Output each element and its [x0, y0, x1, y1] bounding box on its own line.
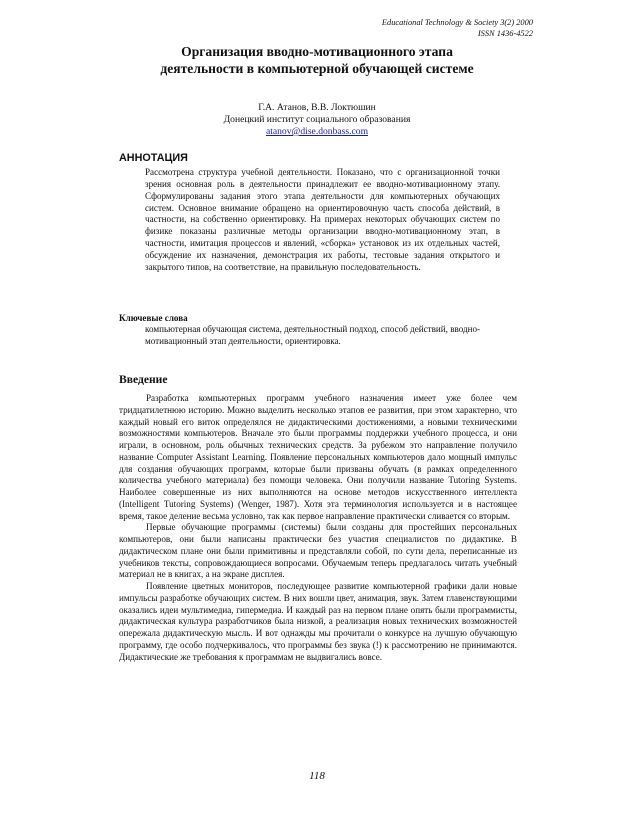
intro-paragraph-1: Разработка компьютерных программ учебного назначения имеет уже более чем тридцатилетнюю историю. Можно выделить несколько этапов ее развития, при этом характерно, что каждый новый его виток определялся не дидактическими достижениями, а новыми техническими возможностями компьютеров. Вначале это были программы поддержки учебного процесса, и они играли, в основном, роль обычных технических средств. За рубежом это направление получило название Computer Assistant Learning. Появление персональных компьютеров дало мощный импульс для создания обучающих программ, которые были призваны обучать (в рамках определенного количества учебного материала) без помощи человека. Они получили название Tutoring Systems. Наиболее совершенные из них выполняются на основе методов искусственного интеллекта (Intelligent Tutoring Systems) (Wenger, 1987). Хотя эта терминология используется и в настоящее время, такое деление весьма условно, так как первое направление практически сливается со вторым.	[119, 393, 517, 521]
journal-header	[382, 18, 533, 39]
author-affiliation: Донецкий институт социального образования	[223, 114, 411, 125]
keywords-text: компьютерная обучающая система, деятельностный подход, способ действий, вводно-мотивационный этап деятельности, ориентировка.	[145, 324, 481, 346]
title-line-2: деятельности в компьютерной обучающей системе	[160, 61, 474, 76]
abstract-heading: АННОТАЦИЯ	[119, 152, 188, 164]
abstract-text: Рассмотрена структура учебной деятельности. Показано, что с организационной точки зрения основная роль в деятельности принадлежит ее вводно-мотивационному этапу. Сформулированы задания этого этапа деятельности для компьютерных обучающих систем. Основное внимание обращено на ориентировочную часть способа действий, в частности, на собственно ориентировку. На примерах некоторых обучающих систем по физике показаны различные методы организации вводно-мотивационному этап, в частности, имитация процессов и явлений, «сборка» установок из их отдельных частей, обсуждение их назначения, демонстрация их работы, тестовые задания открытого и закрытого типов, на соответствие, на правильную последовательность.	[145, 167, 500, 272]
section-heading-intro: Введение	[119, 373, 168, 386]
journal-issn: ISSN 1436-4522	[477, 28, 533, 38]
author-block	[100, 102, 534, 138]
journal-citation: Educational Technology & Society 3(2) 2000	[381, 18, 533, 27]
intro-body	[119, 393, 517, 663]
intro-paragraph-3: Появление цветных мониторов, последующее развитие компьютерной графики дали новые импульсы разработке обучающих систем. В них вошли цвет, анимация, звук. Затем главенствующими оказались идеи мультимедиа, гипермедиа. И каждый раз на первом плане опять были программисты, дидактическая культура разработчиков была низкой, а реализация новых технических возможностей опережала дидактическую мысль. И вот однажды мы прочитали о конкурсе на лучшую обучающую программу, где особо подчеркивалось, что программы без звука (!) к рассмотрению не принимаются. Дидактические же требования к программам не выдвигались вовсе.	[119, 581, 517, 662]
keywords-heading: Ключевые слова	[119, 313, 188, 323]
author-email-link[interactable]: atanov@dise.donbass.com	[265, 126, 369, 137]
title-line-1: Организация вводно-мотивационного этапа	[181, 44, 453, 59]
intro-paragraph-2: Первые обучающие программы (системы) были созданы для простейших персональных компьютеров, они были написаны практически без участия специалистов по дидактике. В дидактическом плане они были примитивны и представляли собой, по сути дела, переписанные из учебников тексты, сопровождающиеся вопросами. Обучаемым теперь предлагалось читать учебный материал не в книгах, а на экране дисплея.	[119, 522, 517, 580]
page-number: 118	[309, 770, 325, 782]
paper-title	[100, 43, 534, 77]
author-names: Г.А. Атанов, В.В. Локтюшин	[258, 102, 376, 113]
